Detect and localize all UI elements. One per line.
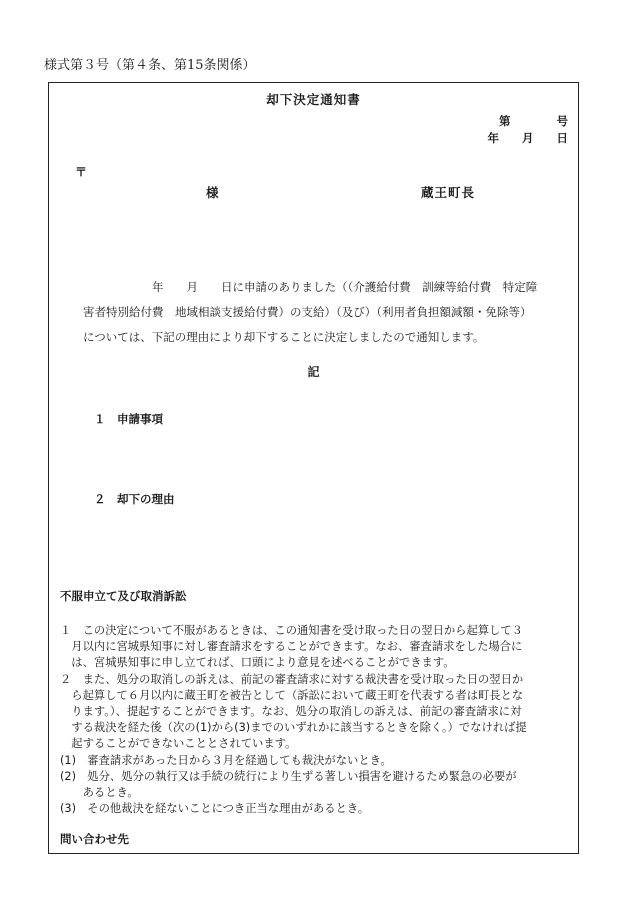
notes-line: ２ また、処分の取消しの訴えは、前記の審査請求に対する裁決書を受け取った日の翌日か [60,672,524,686]
issuer-name: 蔵王町長 [421,185,476,200]
item-rejection-reason: ２ 却下の理由 [94,492,175,506]
notice-body [83,275,573,350]
postal-mark: 〒 [75,165,88,179]
notes-line: ります。）、提起することができます。なお、処分の取消しの訴えは、前記の審査請求に対 [60,705,522,719]
document-title: 却下決定通知書 [266,92,361,107]
notice-frame [48,82,579,854]
notes-line: する裁決を経た後（次の(1)から(3)までのいずれかに該当するときを除く。）でなければ提 [60,721,527,735]
document-number-line: 第 号 [499,114,568,128]
body-line: については、下記の理由により却下することに決定しましたので通知します。 [83,330,485,344]
notes-line: あるとき。 [60,786,139,800]
appeal-notes [60,623,570,817]
notes-line: (2) 処分、処分の執行又は手続の続行により生ずる著しい損害を避けるため緊急の必要が [60,769,517,783]
form-number-label: 様式第３号（第４条、第15条関係） [44,58,256,73]
notes-line: は、宮城県知事に申し立てれば、口頭により意見を述べることができます。 [60,656,455,670]
notes-line: １ この決定について不服があるときは、この通知書を受け取った日の翌日から起算して３ [60,624,523,637]
notes-line: 起することができないこととされています。 [60,737,297,751]
document-date-line: 年 月 日 [487,131,568,145]
body-line: 年 月 日に申請のありました（（介護給付費 訓練等給付費 特定障 [83,280,538,294]
body-line: 害者特別給付費 地域相談支援給付費）の支給）（及び）（利用者負担額減額・免除等） [83,305,532,319]
notes-line: ら起算して６月以内に蔵王町を被告として（訴訟において蔵王町を代表する者は町長とな [60,688,524,702]
addressee-suffix: 様 [206,185,219,200]
appeal-heading: 不服申立て及び取消訴訟 [60,589,187,603]
ki-heading: 記 [307,365,320,379]
item-application-matter: １ 申請事項 [94,412,163,426]
contact-heading: 問い合わせ先 [60,832,129,846]
notes-line: (1) 審査請求があった日から３月を経過しても裁決がないとき。 [60,753,392,767]
notes-line: (3) その他裁決を経ないことにつき正当な理由があるとき。 [60,802,370,816]
number-date-block [488,113,569,147]
notes-line: 月以内に宮城県知事に対し審査請求をすることができます。なお、審査請求をした場合に [60,640,523,654]
